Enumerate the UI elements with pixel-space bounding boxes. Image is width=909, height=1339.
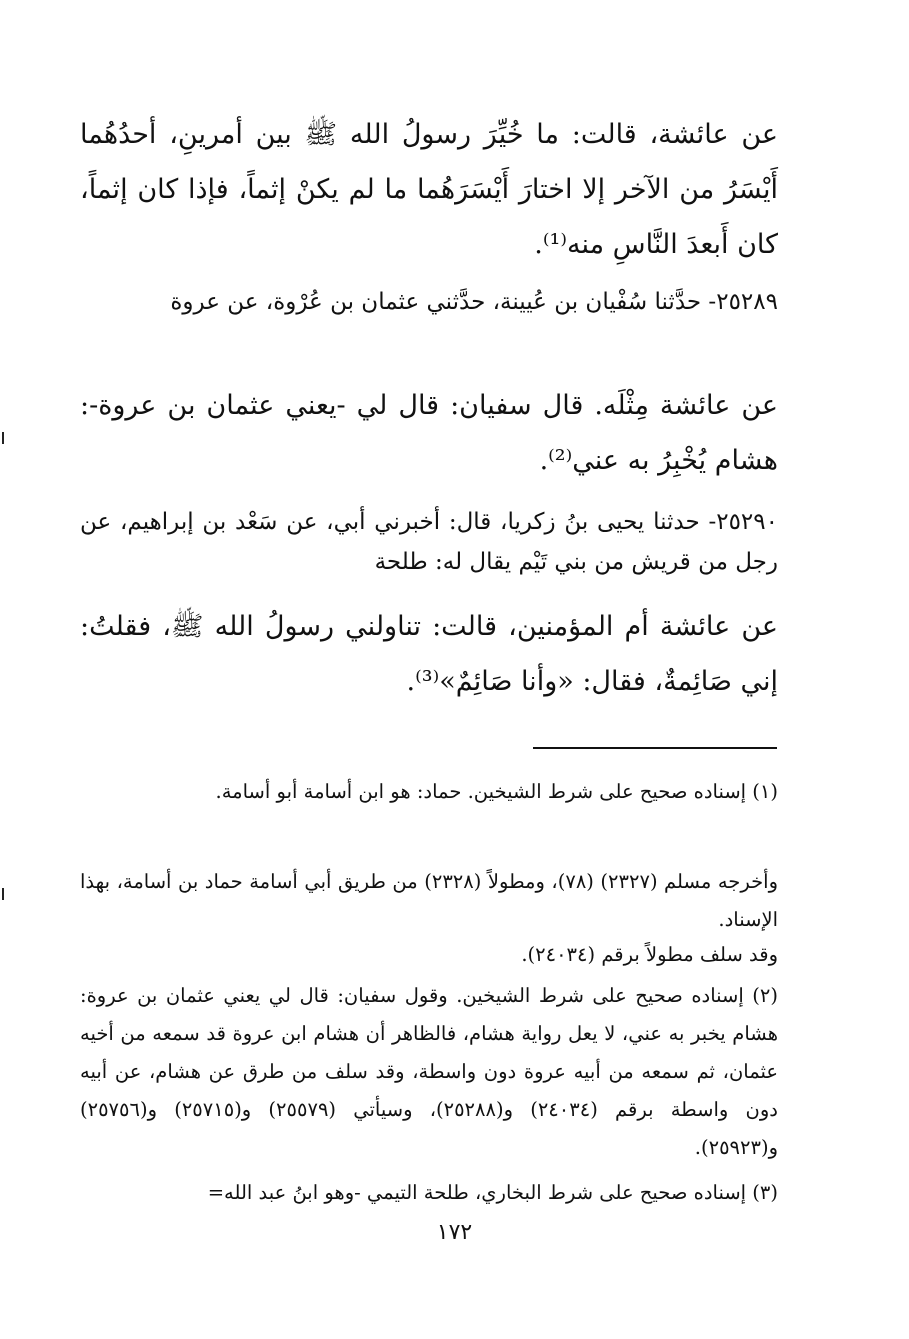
footnote-1-takhrij: وأخرجه مسلم (٢٣٢٧) (٧٨)، ومطولاً (٢٣٢٨) من طريق أبي أسامة حماد بن أسامة، بهذا الإسناد. [80,870,778,931]
page-number: ١٧٢ [436,1220,473,1245]
footnote-2: (٢) إسناده صحيح على شرط الشيخين. وقول سفيان: قال لي يعني عثمان بن عروة: هشام يخبر به عني، لا يعل رواية هشام، فالظاهر أن هشام ابن عروة قد سمعه من أخيه عثمان، ثم سمعه من أبيه عروة دون واسطة، وقد سلف من طرق عن هشام، عن أبيه دون واسطة برقم (٢٤٠٣٤) و(٢٥٢٨٨)، وسيأتي (٢٥٥٧٩) و(٢٥٧١٥) و(٢٥٧٥٦) و(٢٥٩٢٣). [80,984,778,1159]
scan-edge-mark [2,432,4,444]
scan-edge-mark [2,888,4,900]
footnote-3: (٣) إسناده صحيح على شرط البخاري، طلحة التيمي -وهو ابنُ عبد الله= [207,1181,778,1204]
hadith-text-paragraph: عن عائشة مِثْلَه. قال سفيان: قال لي -يعني عثمان بن عروة-: هشام يُخْبِرُ به عني⁽²⁾. [80,390,778,476]
hadith-text-paragraph: عن عائشة أم المؤمنين، قالت: تناولني رسولُ الله ﷺ، فقلتُ: إني صَائِمةٌ، فقال: «وأنا صَائِمٌ»⁽³⁾. [80,611,778,697]
hadith-chain-25289: ٢٥٢٨٩- حدَّثنا سُفْيان بن عُيينة، حدَّثني عثمان بن عُرْوة، عن عروة [170,289,778,315]
hadith-chain-25290: ٢٥٢٩٠- حدثنا يحيى بنُ زكريا، قال: أخبرني أبي، عن سَعْد بن إبراهيم، عن رجل من قريش من بني تَيْم يقال له: طلحة [80,509,778,575]
footnote-1-salaf: وقد سلف مطولاً برقم (٢٤٠٣٤). [521,943,778,966]
footnote-separator [533,747,777,749]
footnote-1: (١) إسناده صحيح على شرط الشيخين. حماد: هو ابن أسامة أبو أسامة. [215,780,778,803]
hadith-text-paragraph: عن عائشة، قالت: ما خُيِّرَ رسولُ الله ﷺ بين أمرينِ، أحدُهُما أَيْسَرُ من الآخر إلا اختارَ أَيْسَرَهُما ما لم يكنْ إثماً، فإذا كان إثماً، كان أَبعدَ النَّاسِ منه⁽¹⁾. [80,119,778,260]
